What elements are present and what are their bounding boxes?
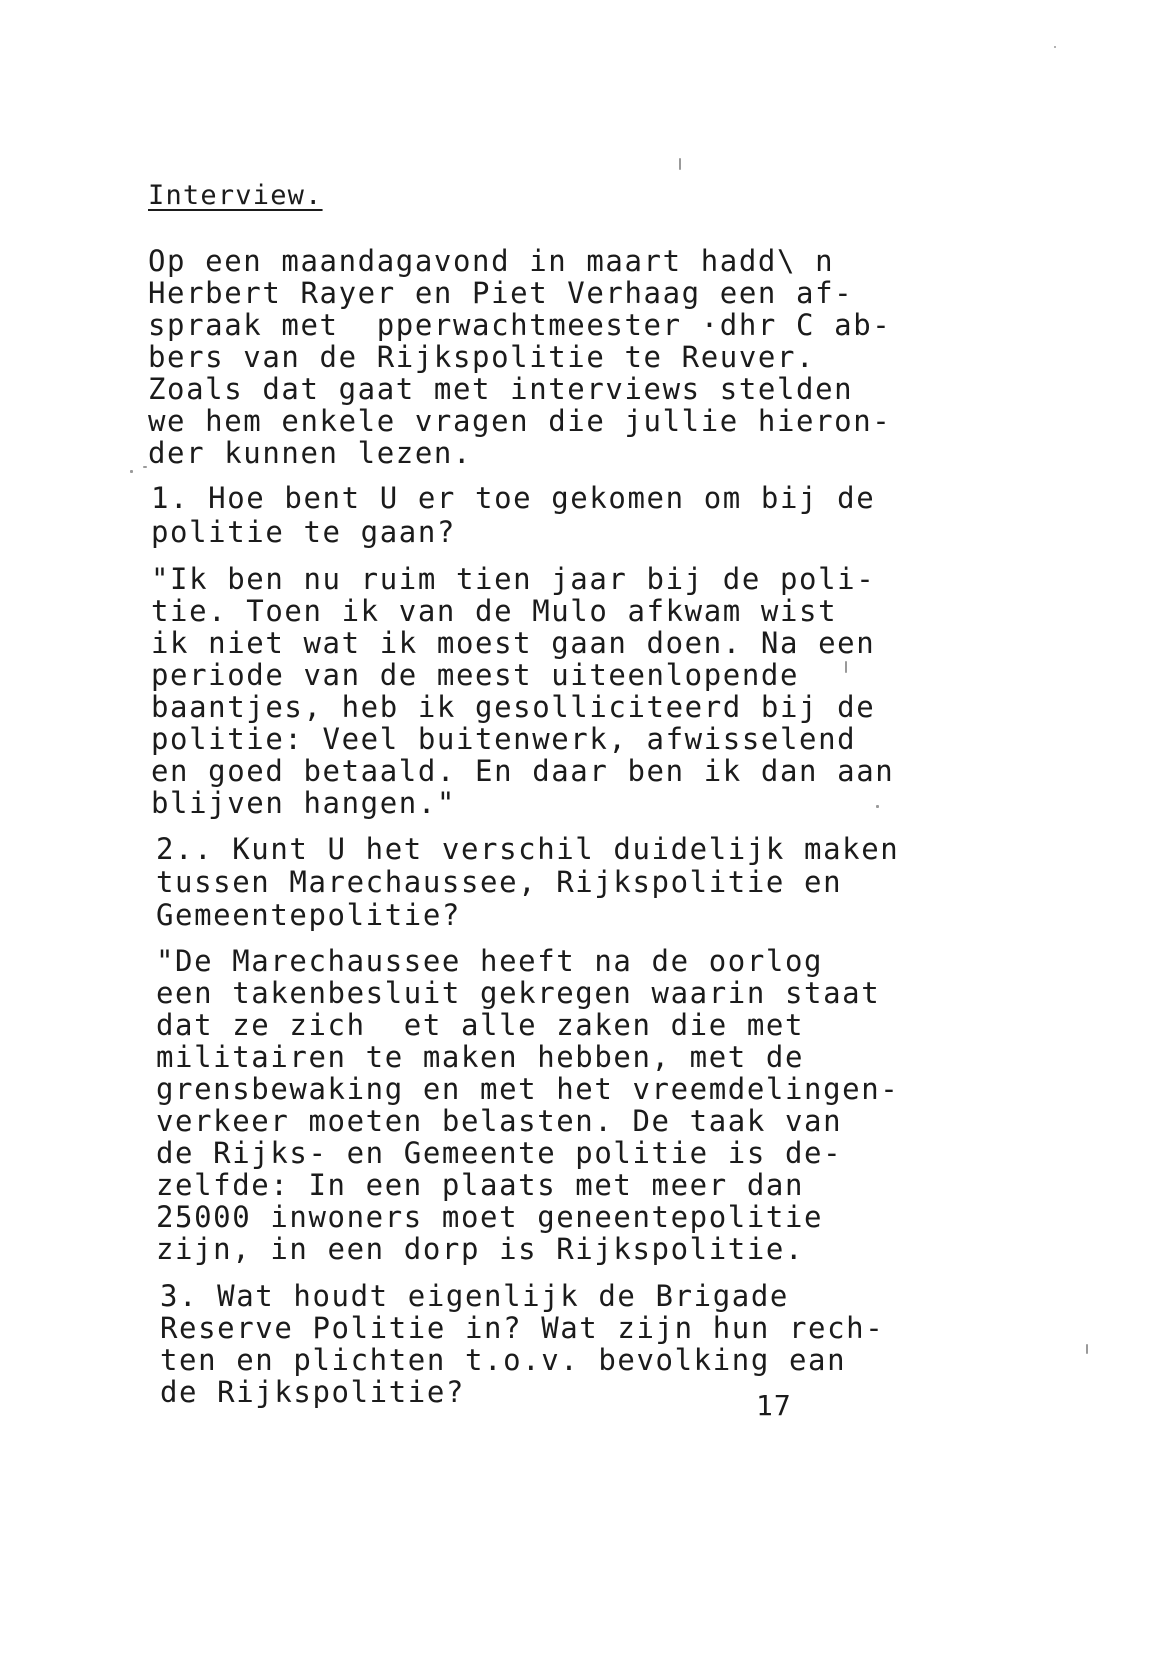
answer-2: "De Marechaussee heeft na de oorlog een takenbesluit gekregen waarin staat dat ze zich et alle zaken die met militairen te maken hebben, met de grensbewaking en met het vreemdelingen- verkeer moeten belasten. De taak van de Rijks- en Gemeente politie is de- zelfde: In een plaats met meer dan 25000 inwoners moet geneentepolitie zijn, in een dorp is Rijkspolitie. <box>156 944 900 1266</box>
intro-paragraph: Op een maandagavond in maart hadd\ n Herbert Rayer en Piet Verhaag een af- spraak met pperwachtmeester ·dhr C ab- bers van de Rijkspolitie te Reuver. Zoals dat gaat met interviews stelden we hem enkele vragen die jullie hieron- der kunnen lezen. <box>148 244 892 470</box>
question-2: 2.. Kunt U het verschil duidelijk maken tussen Marechaussee, Rijkspolitie en Gemeentepolitie? <box>156 832 900 932</box>
answer-1: "Ik ben nu ruim tien jaar bij de poli- tie. Toen ik van de Mulo afkwam wist ik niet wat ik moest gaan doen. Na een periode van de meest uiteenlopende baantjes, heb ik gesolliciteerd bij de politie: Veel buitenwerk, afwisselend en goed betaald. En daar ben ik dan aan blijven hangen." <box>151 562 895 820</box>
scan-speck <box>1086 1344 1088 1354</box>
question-1: 1. Hoe bent U er toe gekomen om bij de politie te gaan? <box>151 481 876 549</box>
scan-speck <box>1054 46 1056 48</box>
scan-speck <box>130 470 133 473</box>
scan-speck <box>143 466 147 468</box>
page-number: 17 <box>756 1389 792 1422</box>
question-3: 3. Wat houdt eigenlijk de Brigade Reserve Politie in? Wat zijn hun rech- ten en plichten t.o.v. bevolking ean de Rijkspolitie? <box>160 1279 885 1409</box>
scan-speck <box>876 805 879 808</box>
scan-speck <box>679 158 681 170</box>
scan-speck <box>845 661 847 673</box>
page-title: Interview. <box>148 180 323 211</box>
